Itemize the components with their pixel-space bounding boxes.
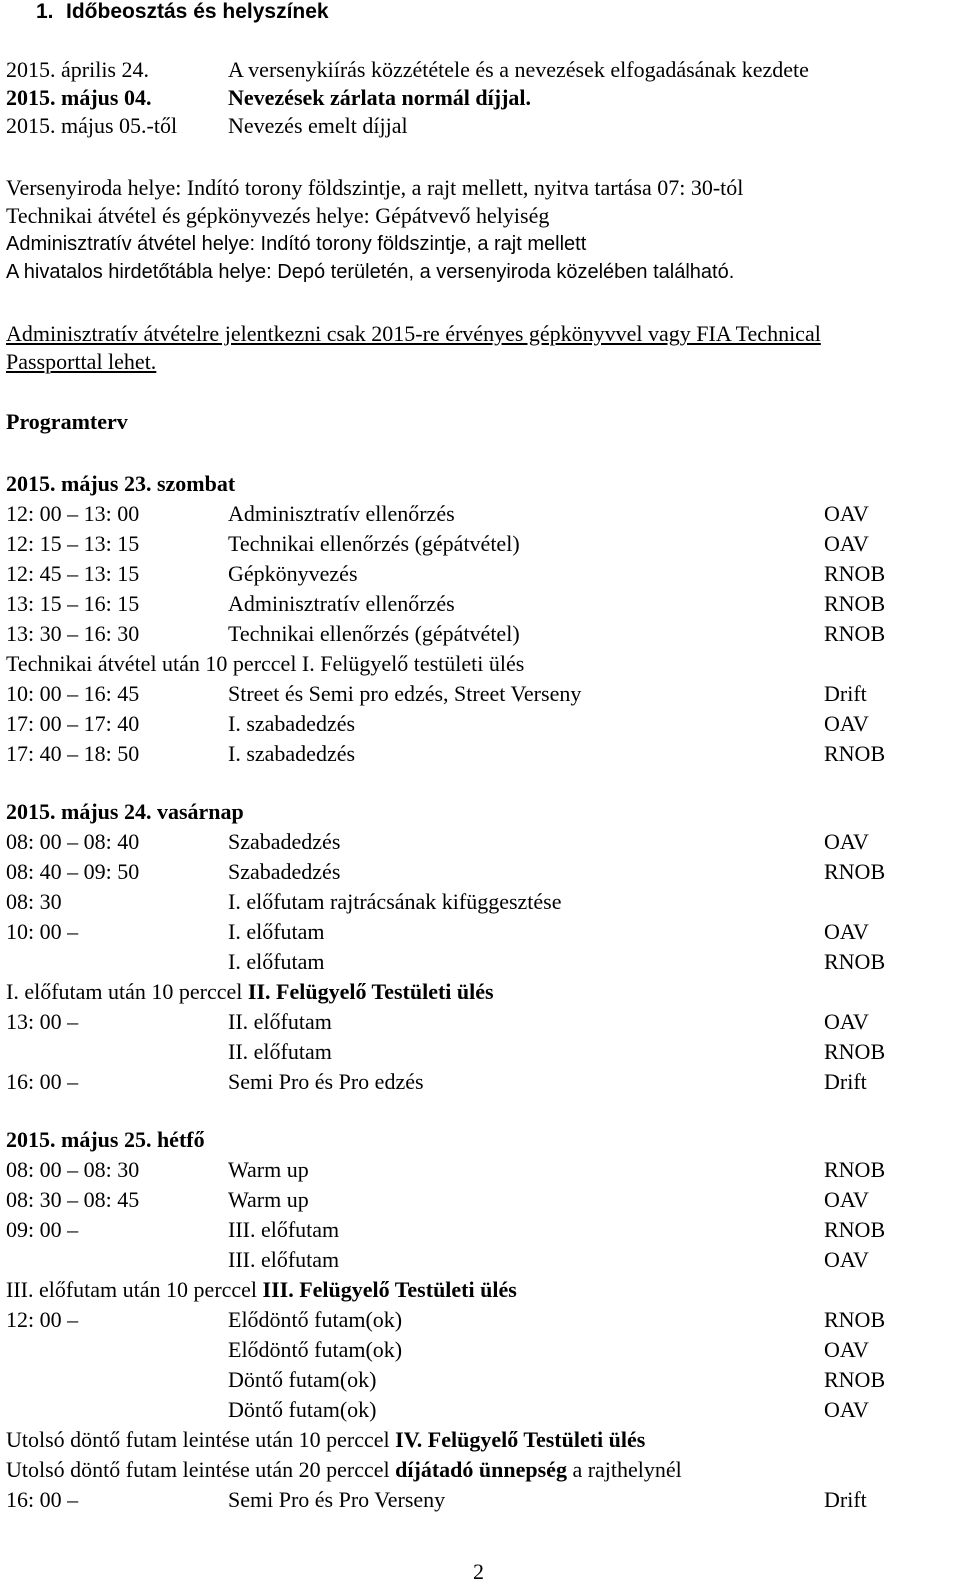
event-cell: II. előfutam (228, 1039, 332, 1064)
place-cell: Drift (824, 1069, 867, 1094)
info-line: Technikai átvétel és gépkönyvezés helye: Gépátvevő helyiség (6, 203, 550, 228)
place-cell: RNOB (824, 949, 886, 974)
place-cell: OAV (824, 531, 869, 556)
time-cell: 12: 00 – (6, 1307, 79, 1332)
note-text: I. előfutam után 10 perccel (6, 979, 248, 1004)
info-line: Versenyiroda helye: Indító torony földszintje, a rajt mellett, nyitva tartása 07: 30-tól (6, 175, 744, 200)
time-cell: 10: 00 – 16: 45 (6, 681, 140, 706)
schedule-row (6, 1306, 906, 1334)
schedule-row (6, 948, 906, 976)
place-cell: RNOB (824, 1367, 886, 1392)
date-label: 2015. április 24. (6, 57, 149, 82)
section-heading (36, 0, 329, 26)
time-cell: 08: 00 – 08: 30 (6, 1157, 140, 1182)
place-cell: Drift (824, 681, 867, 706)
time-cell: 13: 15 – 16: 15 (6, 591, 140, 616)
schedule-row (6, 1156, 906, 1184)
event-cell: Szabadedzés (228, 829, 341, 854)
time-cell: 16: 00 – (6, 1069, 79, 1094)
notice-line: Adminisztratív átvételre jelentkezni csak 2015-re érvényes gépkönyvvel vagy FIA Technical (6, 321, 821, 346)
event-cell: I. előfutam (228, 919, 325, 944)
note-text: III. előfutam után 10 perccel (6, 1277, 263, 1302)
place-cell: OAV (824, 1397, 869, 1422)
date-row (6, 112, 906, 140)
time-cell: 12: 15 – 13: 15 (6, 531, 140, 556)
event-cell: Semi Pro és Pro edzés (228, 1069, 424, 1094)
event-cell: Warm up (228, 1187, 309, 1212)
place-cell: OAV (824, 711, 869, 736)
date-description: Nevezés emelt díjjal (228, 113, 408, 138)
schedule-row (6, 1396, 906, 1424)
note-emphasis: díjátadó ünnepség (395, 1457, 567, 1482)
event-cell: II. előfutam (228, 1009, 332, 1034)
place-cell: RNOB (824, 1217, 886, 1242)
time-cell: 17: 40 – 18: 50 (6, 741, 140, 766)
schedule-row (6, 560, 906, 588)
note-text: Utolsó döntő futam leintése után 20 perccel (6, 1457, 396, 1482)
event-cell: Döntő futam(ok) (228, 1367, 377, 1392)
schedule-row (6, 1336, 906, 1364)
time-cell: 08: 30 – 08: 45 (6, 1187, 140, 1212)
info-line: A hivatalos hirdetőtábla helye: Depó területén, a versenyiroda közelében található. (6, 261, 735, 283)
day-title: 2015. május 24. vasárnap (6, 799, 244, 824)
place-cell: OAV (824, 1337, 869, 1362)
note-emphasis: III. Felügyelő Testületi ülés (262, 1277, 517, 1302)
schedule-row (6, 620, 906, 648)
time-cell: 13: 00 – (6, 1009, 79, 1034)
schedule-note (6, 978, 906, 1006)
time-cell: 17: 00 – 17: 40 (6, 711, 140, 736)
date-label: 2015. május 04. (6, 85, 152, 110)
note-emphasis: II. Felügyelő Testületi ülés (247, 979, 494, 1004)
place-cell: OAV (824, 829, 869, 854)
time-cell: 12: 45 – 13: 15 (6, 561, 140, 586)
event-cell: Adminisztratív ellenőrzés (228, 501, 455, 526)
event-cell: Technikai ellenőrzés (gépátvétel) (228, 531, 520, 556)
schedule-note (6, 1276, 906, 1304)
time-cell: 12: 00 – 13: 00 (6, 501, 140, 526)
schedule-note: Technikai átvétel után 10 perccel I. Felügyelő testületi ülés (6, 651, 525, 676)
event-cell: Döntő futam(ok) (228, 1397, 377, 1422)
place-cell: RNOB (824, 1157, 886, 1182)
schedule-row (6, 1486, 906, 1514)
time-cell: 08: 40 – 09: 50 (6, 859, 140, 884)
date-description: Nevezések zárlata normál díjjal. (228, 85, 532, 110)
time-cell: 08: 30 (6, 889, 62, 914)
date-label: 2015. május 05.-től (6, 113, 178, 138)
place-cell: OAV (824, 1187, 869, 1212)
place-cell: OAV (824, 919, 869, 944)
schedule-row (6, 1008, 906, 1036)
day-title: 2015. május 23. szombat (6, 471, 236, 496)
event-cell: Gépkönyvezés (228, 561, 358, 586)
schedule-row (6, 1366, 906, 1394)
event-cell: I. szabadedzés (228, 711, 356, 736)
event-cell: Street és Semi pro edzés, Street Verseny (228, 681, 582, 706)
schedule-note (6, 1456, 906, 1484)
section-title: Időbeosztás és helyszínek (66, 0, 329, 23)
day-title: 2015. május 25. hétfő (6, 1127, 205, 1152)
event-cell: Technikai ellenőrzés (gépátvétel) (228, 621, 520, 646)
time-cell: 09: 00 – (6, 1217, 79, 1242)
schedule-row (6, 1038, 906, 1066)
time-cell: 10: 00 – (6, 919, 79, 944)
place-cell: RNOB (824, 561, 886, 586)
event-cell: III. előfutam (228, 1247, 340, 1272)
schedule-row (6, 680, 906, 708)
date-row (6, 84, 906, 112)
place-cell: RNOB (824, 591, 886, 616)
event-cell: Elődöntő futam(ok) (228, 1307, 403, 1332)
place-cell: RNOB (824, 741, 886, 766)
note-text: Utolsó döntő futam leintése után 10 perccel (6, 1427, 396, 1452)
notice-line: Passporttal lehet. (6, 349, 157, 374)
event-cell: III. előfutam (228, 1217, 340, 1242)
event-cell: Semi Pro és Pro Verseny (228, 1487, 446, 1512)
place-cell: OAV (824, 1247, 869, 1272)
schedule-row (6, 1216, 906, 1244)
note-emphasis: IV. Felügyelő Testületi ülés (395, 1427, 646, 1452)
place-cell: RNOB (824, 859, 886, 884)
event-cell: I. szabadedzés (228, 741, 356, 766)
program-title: Programterv (6, 409, 128, 434)
schedule-row (6, 1068, 906, 1096)
place-cell: Drift (824, 1487, 867, 1512)
event-cell: Adminisztratív ellenőrzés (228, 591, 455, 616)
info-line: Adminisztratív átvétel helye: Indító torony földszintje, a rajt mellett (6, 233, 587, 255)
event-cell: I. előfutam (228, 949, 325, 974)
schedule-row (6, 828, 906, 856)
schedule-row (6, 1246, 906, 1274)
schedule-row (6, 530, 906, 558)
place-cell: RNOB (824, 1307, 886, 1332)
time-cell: 16: 00 – (6, 1487, 79, 1512)
schedule-row (6, 740, 906, 768)
event-cell: Szabadedzés (228, 859, 341, 884)
place-cell: OAV (824, 501, 869, 526)
date-description: A versenykiírás közzététele és a nevezések elfogadásának kezdete (228, 57, 809, 82)
schedule-row (6, 500, 906, 528)
section-number: 1. (36, 0, 54, 23)
note-text: a rajthelynél (566, 1457, 682, 1482)
page-number: 2 (473, 1559, 484, 1584)
schedule-row (6, 710, 906, 738)
event-cell: Warm up (228, 1157, 309, 1182)
schedule-row (6, 858, 906, 886)
place-cell: RNOB (824, 621, 886, 646)
schedule-row (6, 918, 906, 946)
event-cell: I. előfutam rajtrácsának kifüggesztése (228, 889, 562, 914)
place-cell: RNOB (824, 1039, 886, 1064)
time-cell: 08: 00 – 08: 40 (6, 829, 140, 854)
schedule-row (6, 590, 906, 618)
time-cell: 13: 30 – 16: 30 (6, 621, 140, 646)
event-cell: Elődöntő futam(ok) (228, 1337, 403, 1362)
date-row (6, 56, 906, 84)
schedule-note (6, 1426, 906, 1454)
schedule-row (6, 888, 906, 916)
schedule-row (6, 1186, 906, 1214)
place-cell: OAV (824, 1009, 869, 1034)
